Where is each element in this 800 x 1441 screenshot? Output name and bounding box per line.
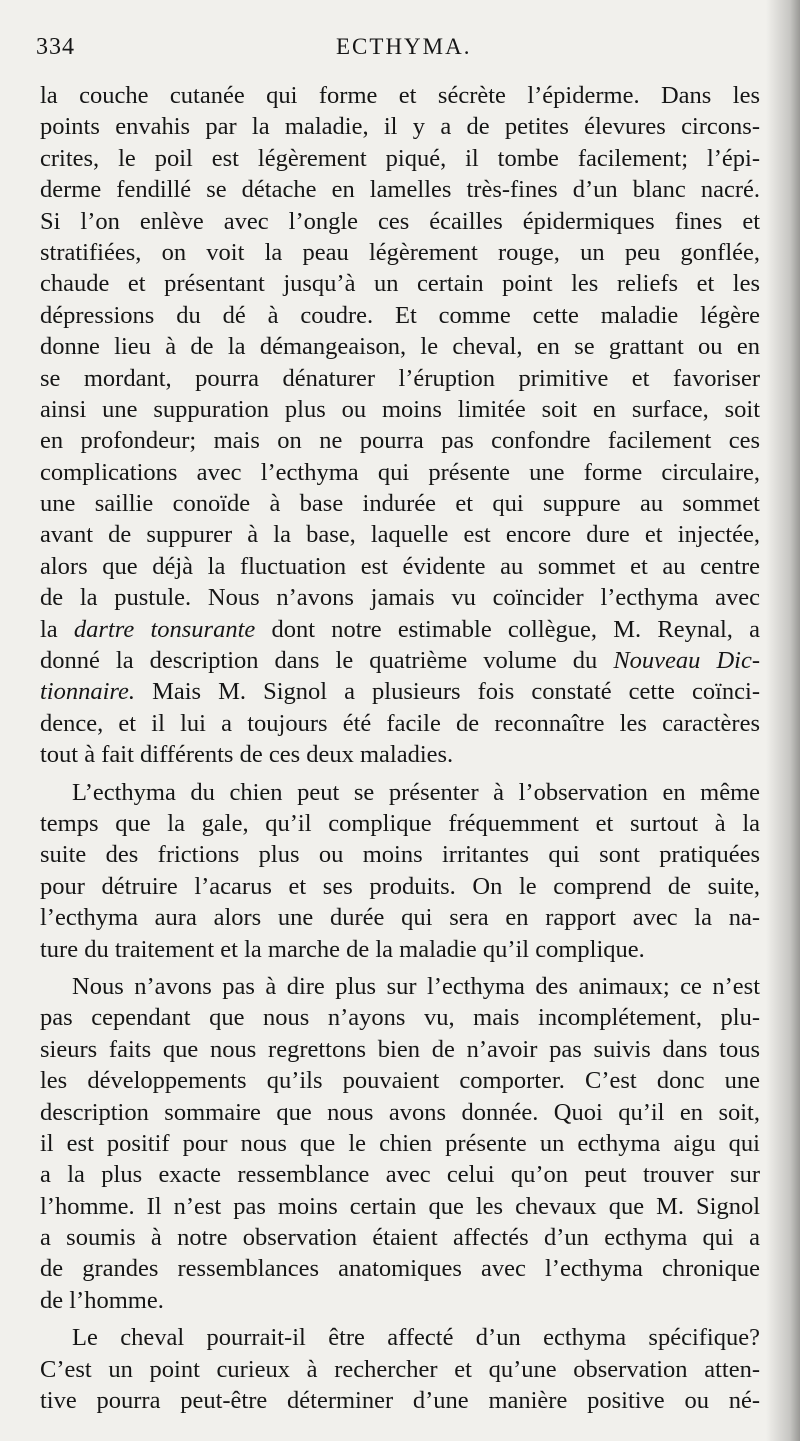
text-line-with-italic <box>40 614 760 645</box>
text-line: en profondeur; mais on ne pourra pas confondre facilement ces <box>40 427 760 455</box>
text-line: la couche cutanée qui forme et sécrète l’épiderme. Dans les <box>40 82 760 109</box>
text-line: a soumis à notre observation étaient affectés d’un ecthyma qui a <box>40 1224 760 1252</box>
text-line: Si l’on enlève avec l’ongle ces écailles épidermiques fines et <box>40 207 760 235</box>
text-line: une saillie conoïde à base indurée et qui suppure au sommet <box>40 490 760 518</box>
text-line: L’ecthyma du chien peut se présenter à l’observation en même <box>72 778 760 806</box>
text-line: a la plus exacte ressemblance avec celui qu’on peut trouver sur <box>40 1161 760 1189</box>
page-edge-shadow <box>766 0 800 1441</box>
paragraph-2 <box>40 777 760 965</box>
text-line: pour détruire l’acarus et ses produits. On le comprend de suite, <box>40 872 760 900</box>
text-line: les développements qu’ils pouvaient comporter. C’est donc une <box>40 1067 760 1095</box>
text-line: suite des frictions plus ou moins irritantes qui sont pratiquées <box>40 841 760 869</box>
page-number: 334 <box>36 34 75 60</box>
line-text: la <box>40 615 74 643</box>
text-line: Nous n’avons pas à dire plus sur l’ecthyma des animaux; ce n’est <box>72 972 760 1000</box>
text-line: de grandes ressemblances anatomiques avec l’ecthyma chronique <box>40 1255 760 1283</box>
text-line: pas cependant que nous n’ayons vu, mais incomplétement, plu- <box>40 1004 760 1032</box>
text-line: C’est un point curieux à rechercher et qu’une observation atten- <box>40 1355 760 1383</box>
paragraph-3 <box>40 971 760 1316</box>
text-line: dence, et il lui a toujours été facile de reconnaître les caractères <box>40 709 760 737</box>
text-line: donne lieu à de la démangeaison, le cheval, en se grattant ou en <box>40 333 760 361</box>
text-line: il est positif pour nous que le chien présente un ecthyma aigu qui <box>40 1129 760 1157</box>
text-line: sieurs faits que nous regrettons bien de n’avoir pas suivis dans tous <box>40 1035 760 1063</box>
text-line-with-italic <box>40 645 760 676</box>
text-line: stratifiées, on voit la peau légèrement rouge, un peu gonflée, <box>40 238 760 266</box>
text-line: description sommaire que nous avons donnée. Quoi qu’il en soit, <box>40 1098 760 1126</box>
paragraph-4 <box>40 1322 760 1416</box>
text-line: de l’homme. <box>40 1286 164 1314</box>
text-line-with-italic <box>40 676 760 707</box>
text-line: crites, le poil est légèrement piqué, il tombe facilement; l’épi- <box>40 144 760 172</box>
text-line: l’homme. Il n’est pas moins certain que les chevaux que M. Signol <box>40 1192 760 1220</box>
text-line: derme fendillé se détache en lamelles très-fines d’un blanc nacré. <box>40 176 760 204</box>
italic-title: Nouveau Dic- <box>613 647 760 675</box>
line-text: Mais M. Signol a plusieurs fois constaté cette coïnci- <box>135 678 760 706</box>
text-line: ture du traitement et la marche de la maladie qu’il complique. <box>40 935 645 963</box>
paragraph-1 <box>40 80 760 771</box>
text-line: chaude et présentant jusqu’à un certain point les reliefs et les <box>40 270 760 298</box>
text-line: alors que déjà la fluctuation est évidente au sommet et au centre <box>40 552 760 580</box>
text-line: temps que la gale, qu’il complique fréquemment et surtout à la <box>40 809 760 837</box>
italic-term: dartre tonsurante <box>73 615 256 643</box>
italic-title: tionnaire. <box>40 678 136 706</box>
text-line: tout à fait différents de ces deux maladies. <box>40 741 454 769</box>
text-line: ainsi une suppuration plus ou moins limitée soit en surface, soit <box>40 395 760 423</box>
text-line: complications avec l’ecthyma qui présente une forme circulaire, <box>40 458 760 486</box>
page-header <box>36 34 766 66</box>
running-title: ECTHYMA. <box>336 34 472 59</box>
text-line: tive pourra peut-être déterminer d’une manière positive ou né- <box>40 1387 760 1415</box>
line-text: dont notre estimable collègue, M. Reynal, a <box>255 615 760 643</box>
text-line: Le cheval pourrait-il être affecté d’un ecthyma spécifique? <box>72 1324 760 1352</box>
text-body <box>40 80 760 1416</box>
text-line: points envahis par la maladie, il y a de petites élevures circons- <box>40 113 760 141</box>
text-line: l’ecthyma aura alors une durée qui sera en rapport avec la na- <box>40 904 760 932</box>
text-line: se mordant, pourra dénaturer l’éruption primitive et favoriser <box>40 364 760 392</box>
text-line: avant de suppurer à la base, laquelle est encore dure et injectée, <box>40 521 760 549</box>
text-line: dépressions du dé à coudre. Et comme cette maladie légère <box>40 301 760 329</box>
text-line: de la pustule. Nous n’avons jamais vu coïncider l’ecthyma avec <box>40 584 760 612</box>
line-text: donné la description dans le quatrième volume du <box>40 647 614 675</box>
